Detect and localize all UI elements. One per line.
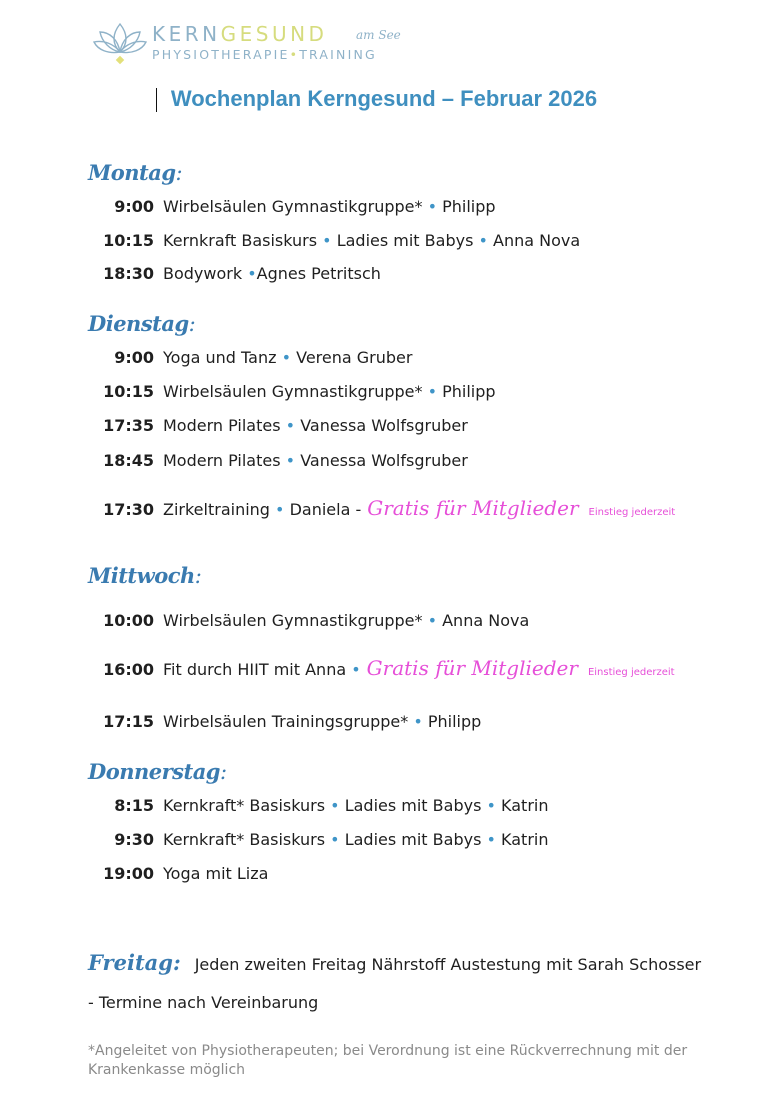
- schedule-row: 17:15 Wirbelsäulen Trainingsgruppe* • Philipp: [103, 712, 482, 731]
- gratis-label: Gratis für Mitglieder: [366, 656, 578, 680]
- kerngesund-logo: [92, 20, 412, 70]
- logo-wordmark: KERNGESUND: [152, 22, 328, 46]
- schedule-row: 17:30 Zirkeltraining • Daniela - Gratis für Mitglieder Einstieg jederzeit: [103, 496, 676, 520]
- gratis-label: Gratis für Mitglieder: [367, 496, 579, 520]
- schedule-row: 10:15 Kernkraft Basiskurs • Ladies mit Babys • Anna Nova: [103, 231, 581, 250]
- lotus-logo-icon: [92, 20, 148, 66]
- freitag-text: Jeden zweiten Freitag Nährstoff Austestung mit Sarah Schosser - Termine nach Vereinbarung: [88, 955, 702, 1012]
- footnote: *Angeleitet von Physiotherapeuten; bei Verordnung ist eine Rückverrechnung mit der Krankenkasse möglich: [88, 1043, 688, 1078]
- schedule-row: 9:00 Yoga und Tanz • Verena Gruber: [114, 348, 413, 367]
- day-heading-freitag: Freitag:: [88, 950, 181, 975]
- day-heading-donnerstag: Donnerstag:: [88, 759, 227, 784]
- schedule-row: 8:15 Kernkraft* Basiskurs • Ladies mit Babys • Katrin: [114, 796, 549, 815]
- logo-am-see: am See: [356, 28, 401, 42]
- logo-subtitle: PHYSIOTHERAPIE•TRAINING: [152, 47, 377, 62]
- schedule-row: 18:30 Bodywork •Agnes Petritsch: [103, 264, 381, 283]
- schedule-row: 19:00 Yoga mit Liza: [103, 864, 269, 883]
- schedule-row: 10:00 Wirbelsäulen Gymnastikgruppe* • Anna Nova: [103, 611, 530, 630]
- schedule-row: 9:00 Wirbelsäulen Gymnastikgruppe* • Philipp: [114, 197, 496, 216]
- freitag-section: [88, 944, 708, 1022]
- schedule-row: 17:35 Modern Pilates • Vanessa Wolfsgruber: [103, 416, 468, 435]
- schedule-row: 10:15 Wirbelsäulen Gymnastikgruppe* • Philipp: [103, 382, 496, 401]
- schedule-row: 16:00 Fit durch HIIT mit Anna • Gratis für Mitglieder Einstieg jederzeit: [103, 656, 675, 680]
- page-title: Wochenplan Kerngesund – Februar 2026: [170, 86, 598, 111]
- schedule-row: 9:30 Kernkraft* Basiskurs • Ladies mit Babys • Katrin: [114, 830, 549, 849]
- day-heading-montag: Montag:: [88, 160, 183, 185]
- day-heading-dienstag: Dienstag:: [88, 311, 196, 336]
- day-heading-mittwoch: Mittwoch:: [88, 563, 202, 588]
- schedule-row: 18:45 Modern Pilates • Vanessa Wolfsgruber: [103, 451, 468, 470]
- einstieg-note: Einstieg jederzeit: [587, 667, 675, 678]
- einstieg-note: Einstieg jederzeit: [588, 507, 676, 518]
